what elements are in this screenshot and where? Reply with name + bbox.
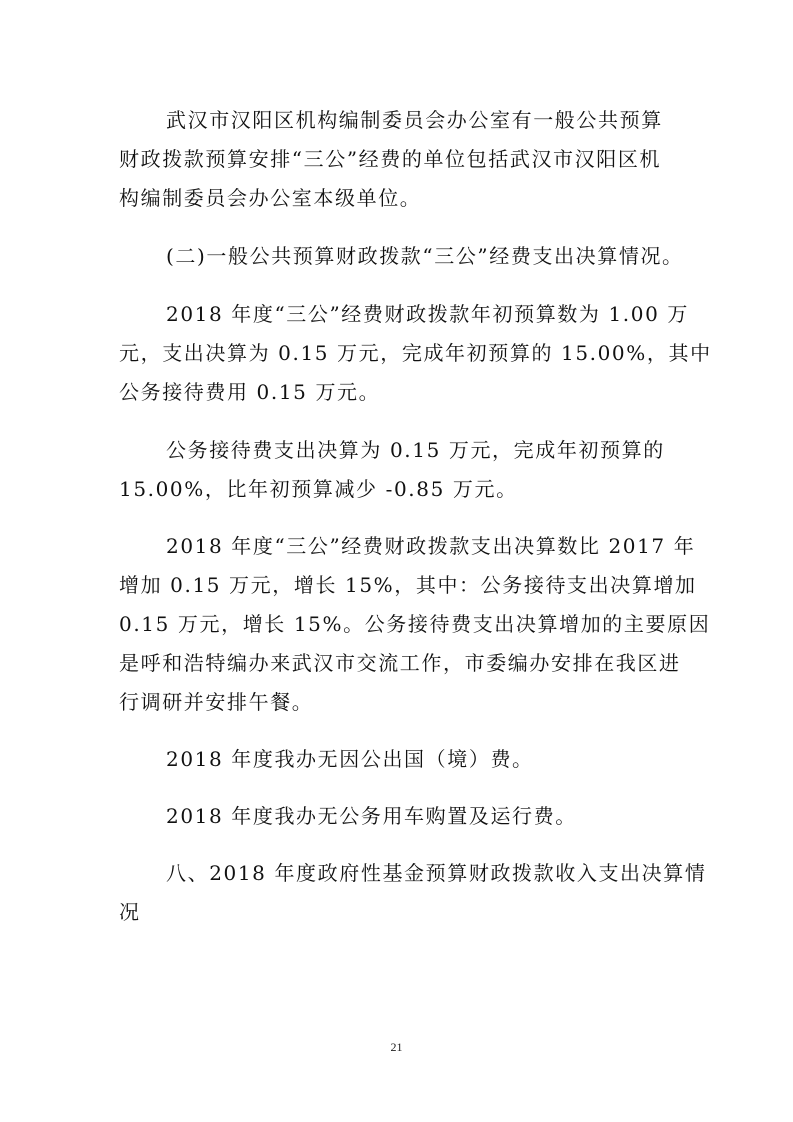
paragraph-3-line-1: 2018 年度“三公”经费财政拨款年初预算数为 1.00 万 [166, 302, 689, 326]
paragraph-6-line-1: 2018 年度我办无因公出国（境）费。 [166, 747, 534, 771]
paragraph-3-line-3: 公务接待费用 0.15 万元。 [119, 380, 381, 404]
paragraph-5-line-5: 行调研并安排午餐。 [119, 690, 314, 714]
paragraph-5-line-4: 是呼和浩特编办来武汉市交流工作，市委编办安排在我区进 [119, 651, 681, 675]
page-number: 21 [390, 1040, 403, 1054]
paragraph-7-line-1: 2018 年度我办无公务用车购置及运行费。 [166, 804, 577, 828]
paragraph-3-line-2: 元，支出决算为 0.15 万元，完成年初预算的 15.00%，其中 [119, 341, 712, 365]
paragraph-4-line-2: 15.00%，比年初预算减少 -0.85 万元。 [119, 477, 518, 501]
paragraph-5-line-2: 增加 0.15 万元，增长 15%，其中：公务接待支出决算增加 [119, 573, 697, 597]
paragraph-1-line-3: 构编制委员会办公室本级单位。 [119, 186, 422, 210]
paragraph-2-line-1: (二)一般公共预算财政拨款“三公”经费支出决算情况。 [166, 244, 684, 268]
paragraph-5-line-1: 2018 年度“三公”经费财政拨款支出决算数比 2017 年 [166, 534, 696, 558]
paragraph-1-line-1: 武汉市汉阳区机构编制委员会办公室有一般公共预算 [166, 108, 663, 132]
paragraph-8-line-2: 况 [119, 900, 141, 924]
paragraph-8-line-1: 八、2018 年度政府性基金预算财政拨款收入支出决算情 [166, 861, 707, 885]
paragraph-5-line-3: 0.15 万元，增长 15%。公务接待费支出决算增加的主要原因 [119, 612, 711, 636]
paragraph-4-line-1: 公务接待费支出决算为 0.15 万元，完成年初预算的 [166, 438, 665, 462]
paragraph-1-line-2: 财政拨款预算安排“三公”经费的单位包括武汉市汉阳区机 [119, 147, 662, 171]
